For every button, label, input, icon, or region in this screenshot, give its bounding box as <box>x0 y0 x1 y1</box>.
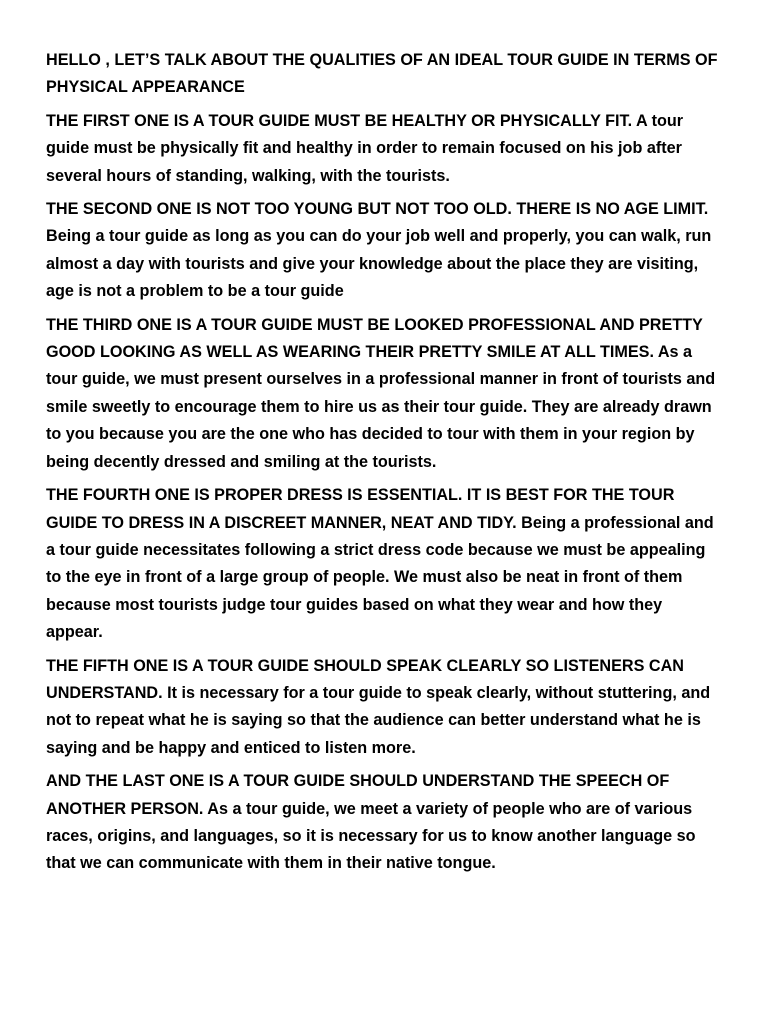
fourth-quality-paragraph: THE FOURTH ONE IS PROPER DRESS IS ESSENTIAL. IT IS BEST FOR THE TOUR GUIDE TO DRESS IN A DISCREET MANNER, NEAT AND TIDY. Being a professional and a tour guide necessitates following a strict dress code because we must be appealing to the eye in front of a large group of people. We must also be neat in front of them because most tourists judge tour guides based on what they wear and how they appear. <box>46 486 714 642</box>
third-quality-paragraph: THE THIRD ONE IS A TOUR GUIDE MUST BE LOOKED PROFESSIONAL AND PRETTY GOOD LOOKING AS WELL AS WEARING THEIR PRETTY SMILE AT ALL TIMES. As a tour guide, we must present ourselves in a professional manner in front of tourists and smile sweetly to encourage them to hire us as their tour guide. They are already drawn to you because you are the one who has decided to tour with them in your region by being decently dressed and smiling at the tourists. <box>46 315 716 471</box>
document-body <box>46 47 722 884</box>
second-quality-paragraph: THE SECOND ONE IS NOT TOO YOUNG BUT NOT TOO OLD. THERE IS NO AGE LIMIT. Being a tour guide as long as you can do your job well and properly, you can walk, run almost a day with tourists and give your knowledge about the place they are visiting, age is not a problem to be a tour guide <box>46 200 712 301</box>
last-quality-paragraph: AND THE LAST ONE IS A TOUR GUIDE SHOULD UNDERSTAND THE SPEECH OF ANOTHER PERSON. As a tour guide, we meet a variety of people who are of various races, origins, and languages, so it is necessary for us to know another language so that we can communicate with them in their native tongue. <box>46 772 696 873</box>
fifth-quality-paragraph: THE FIFTH ONE IS A TOUR GUIDE SHOULD SPEAK CLEARLY SO LISTENERS CAN UNDERSTAND. It is necessary for a tour guide to speak clearly, without stuttering, and not to repeat what he is saying so that the audience can better understand what he is saying and be happy and enticed to listen more. <box>46 656 711 757</box>
intro-paragraph: HELLO , LET’S TALK ABOUT THE QUALITIES OF AN IDEAL TOUR GUIDE IN TERMS OF PHYSICAL APPEARANCE <box>46 51 718 97</box>
first-quality-paragraph: THE FIRST ONE IS A TOUR GUIDE MUST BE HEALTHY OR PHYSICALLY FIT. A tour guide must be physically fit and healthy in order to remain focused on his job after several hours of standing, walking, with the tourists. <box>46 111 684 185</box>
